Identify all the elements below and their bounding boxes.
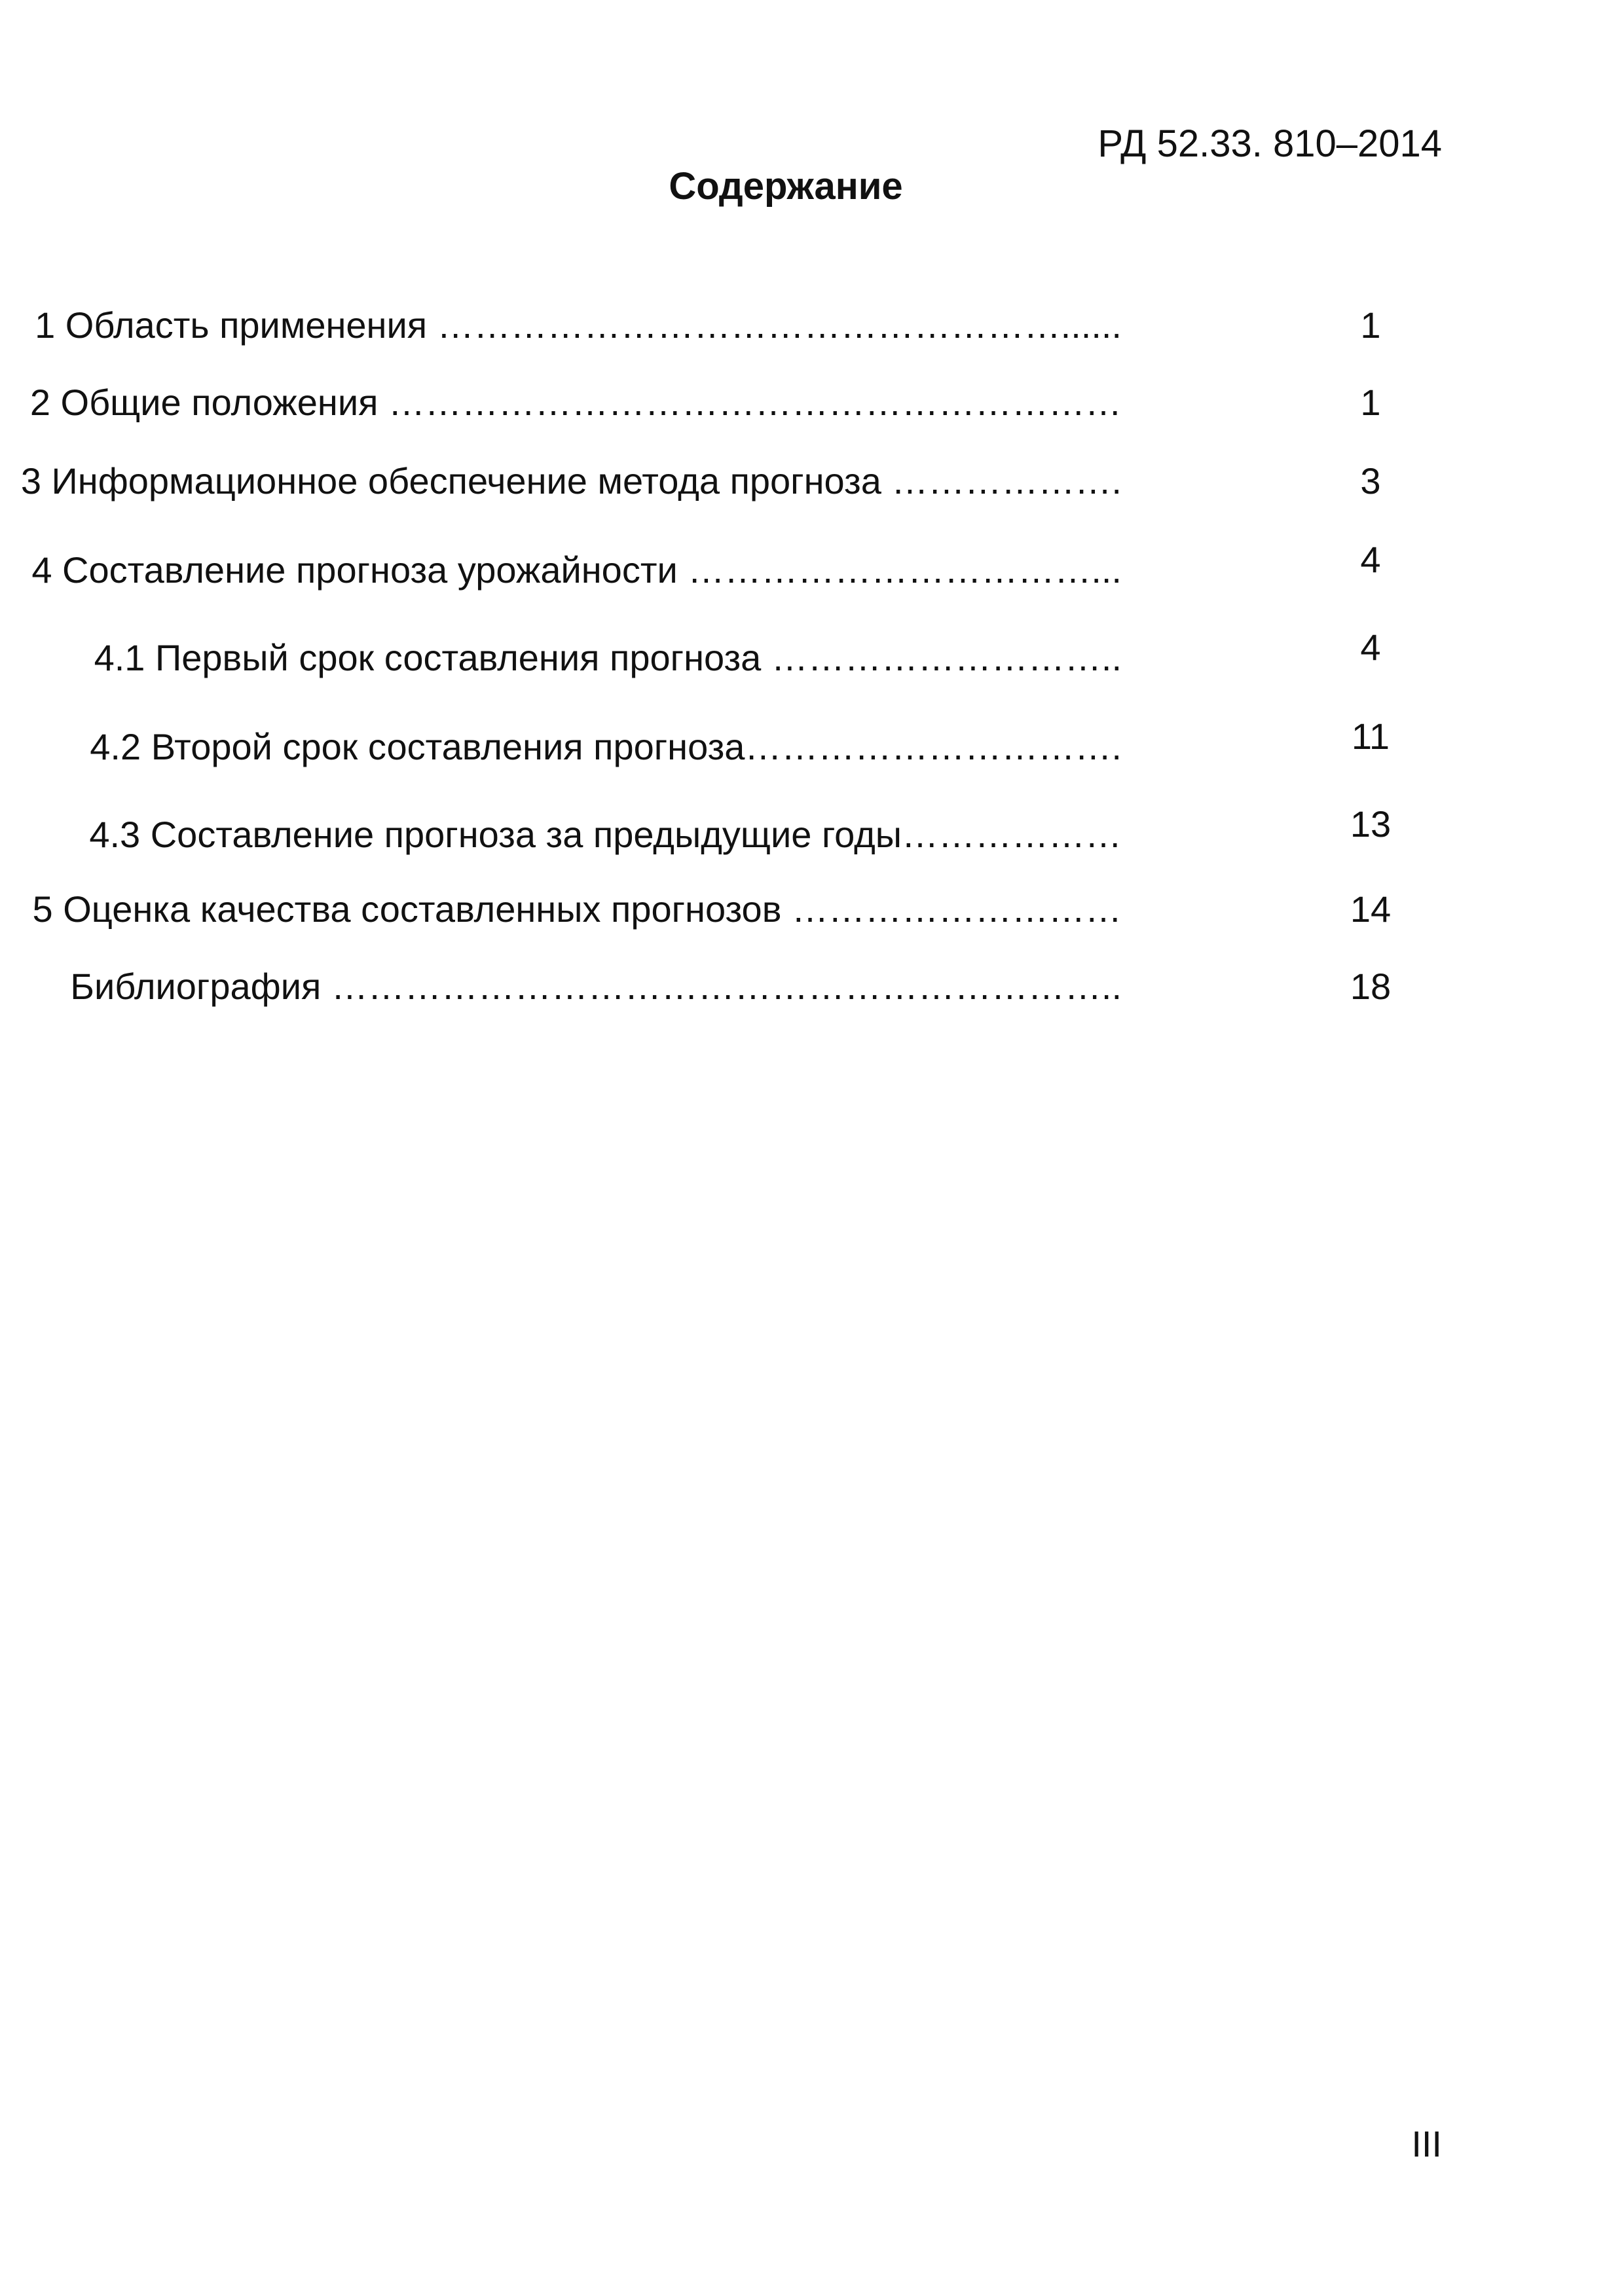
toc-entry-3[interactable] xyxy=(20,458,1413,504)
toc-entry-title: Библиография ……………………………………………………….. xyxy=(70,966,1122,1007)
toc-entry-title: 5 Оценка качества составленных прогнозов ……………………… xyxy=(32,888,1122,930)
toc-entry-2[interactable] xyxy=(29,380,1413,426)
toc-entry-title: 2 Общие положения …………………………………………………… xyxy=(29,382,1122,423)
toc-entry-page: 13 xyxy=(1350,803,1392,845)
toc-entry-4[interactable] xyxy=(31,539,1413,591)
toc-entry-5[interactable] xyxy=(32,886,1413,932)
page-title: Содержание xyxy=(669,165,903,208)
toc-entry-page: 18 xyxy=(1350,966,1392,1007)
document-designation: РД 52.33. 810–2014 xyxy=(1098,122,1442,165)
toc-entry-page: 14 xyxy=(1350,888,1392,930)
toc-entry-page: 3 xyxy=(1360,460,1381,501)
toc-entry-title: 4.1 Первый срок составления прогноза ……………………….. xyxy=(94,637,1122,678)
toc-entry-page: 11 xyxy=(1351,716,1390,757)
toc-entry-4-1[interactable] xyxy=(94,627,1413,678)
toc-entry-4-3[interactable] xyxy=(89,803,1413,855)
toc-entry-title: 3 Информационное обеспечение метода прогноза ………………. xyxy=(20,460,1122,501)
page-number: III xyxy=(1411,2123,1442,2164)
toc-entry-title: 4.2 Второй срок составления прогноза…………………………. xyxy=(90,726,1122,767)
toc-entry-1[interactable] xyxy=(35,302,1413,348)
toc-entry-page: 1 xyxy=(1360,382,1381,423)
toc-entry-4-2[interactable] xyxy=(90,716,1413,767)
toc-entry-bibliography[interactable] xyxy=(70,964,1413,1010)
toc-entry-title: 4.3 Составление прогноза за предыдущие годы……………… xyxy=(89,814,1122,855)
toc-entry-page: 1 xyxy=(1360,304,1381,346)
toc-entry-page: 4 xyxy=(1360,627,1381,668)
toc-entry-title: 4 Составление прогноза урожайности ……………………………... xyxy=(31,549,1122,591)
toc-entry-page: 4 xyxy=(1360,539,1381,580)
toc-entry-title: 1 Область применения ……………………………………………...... xyxy=(35,304,1122,346)
